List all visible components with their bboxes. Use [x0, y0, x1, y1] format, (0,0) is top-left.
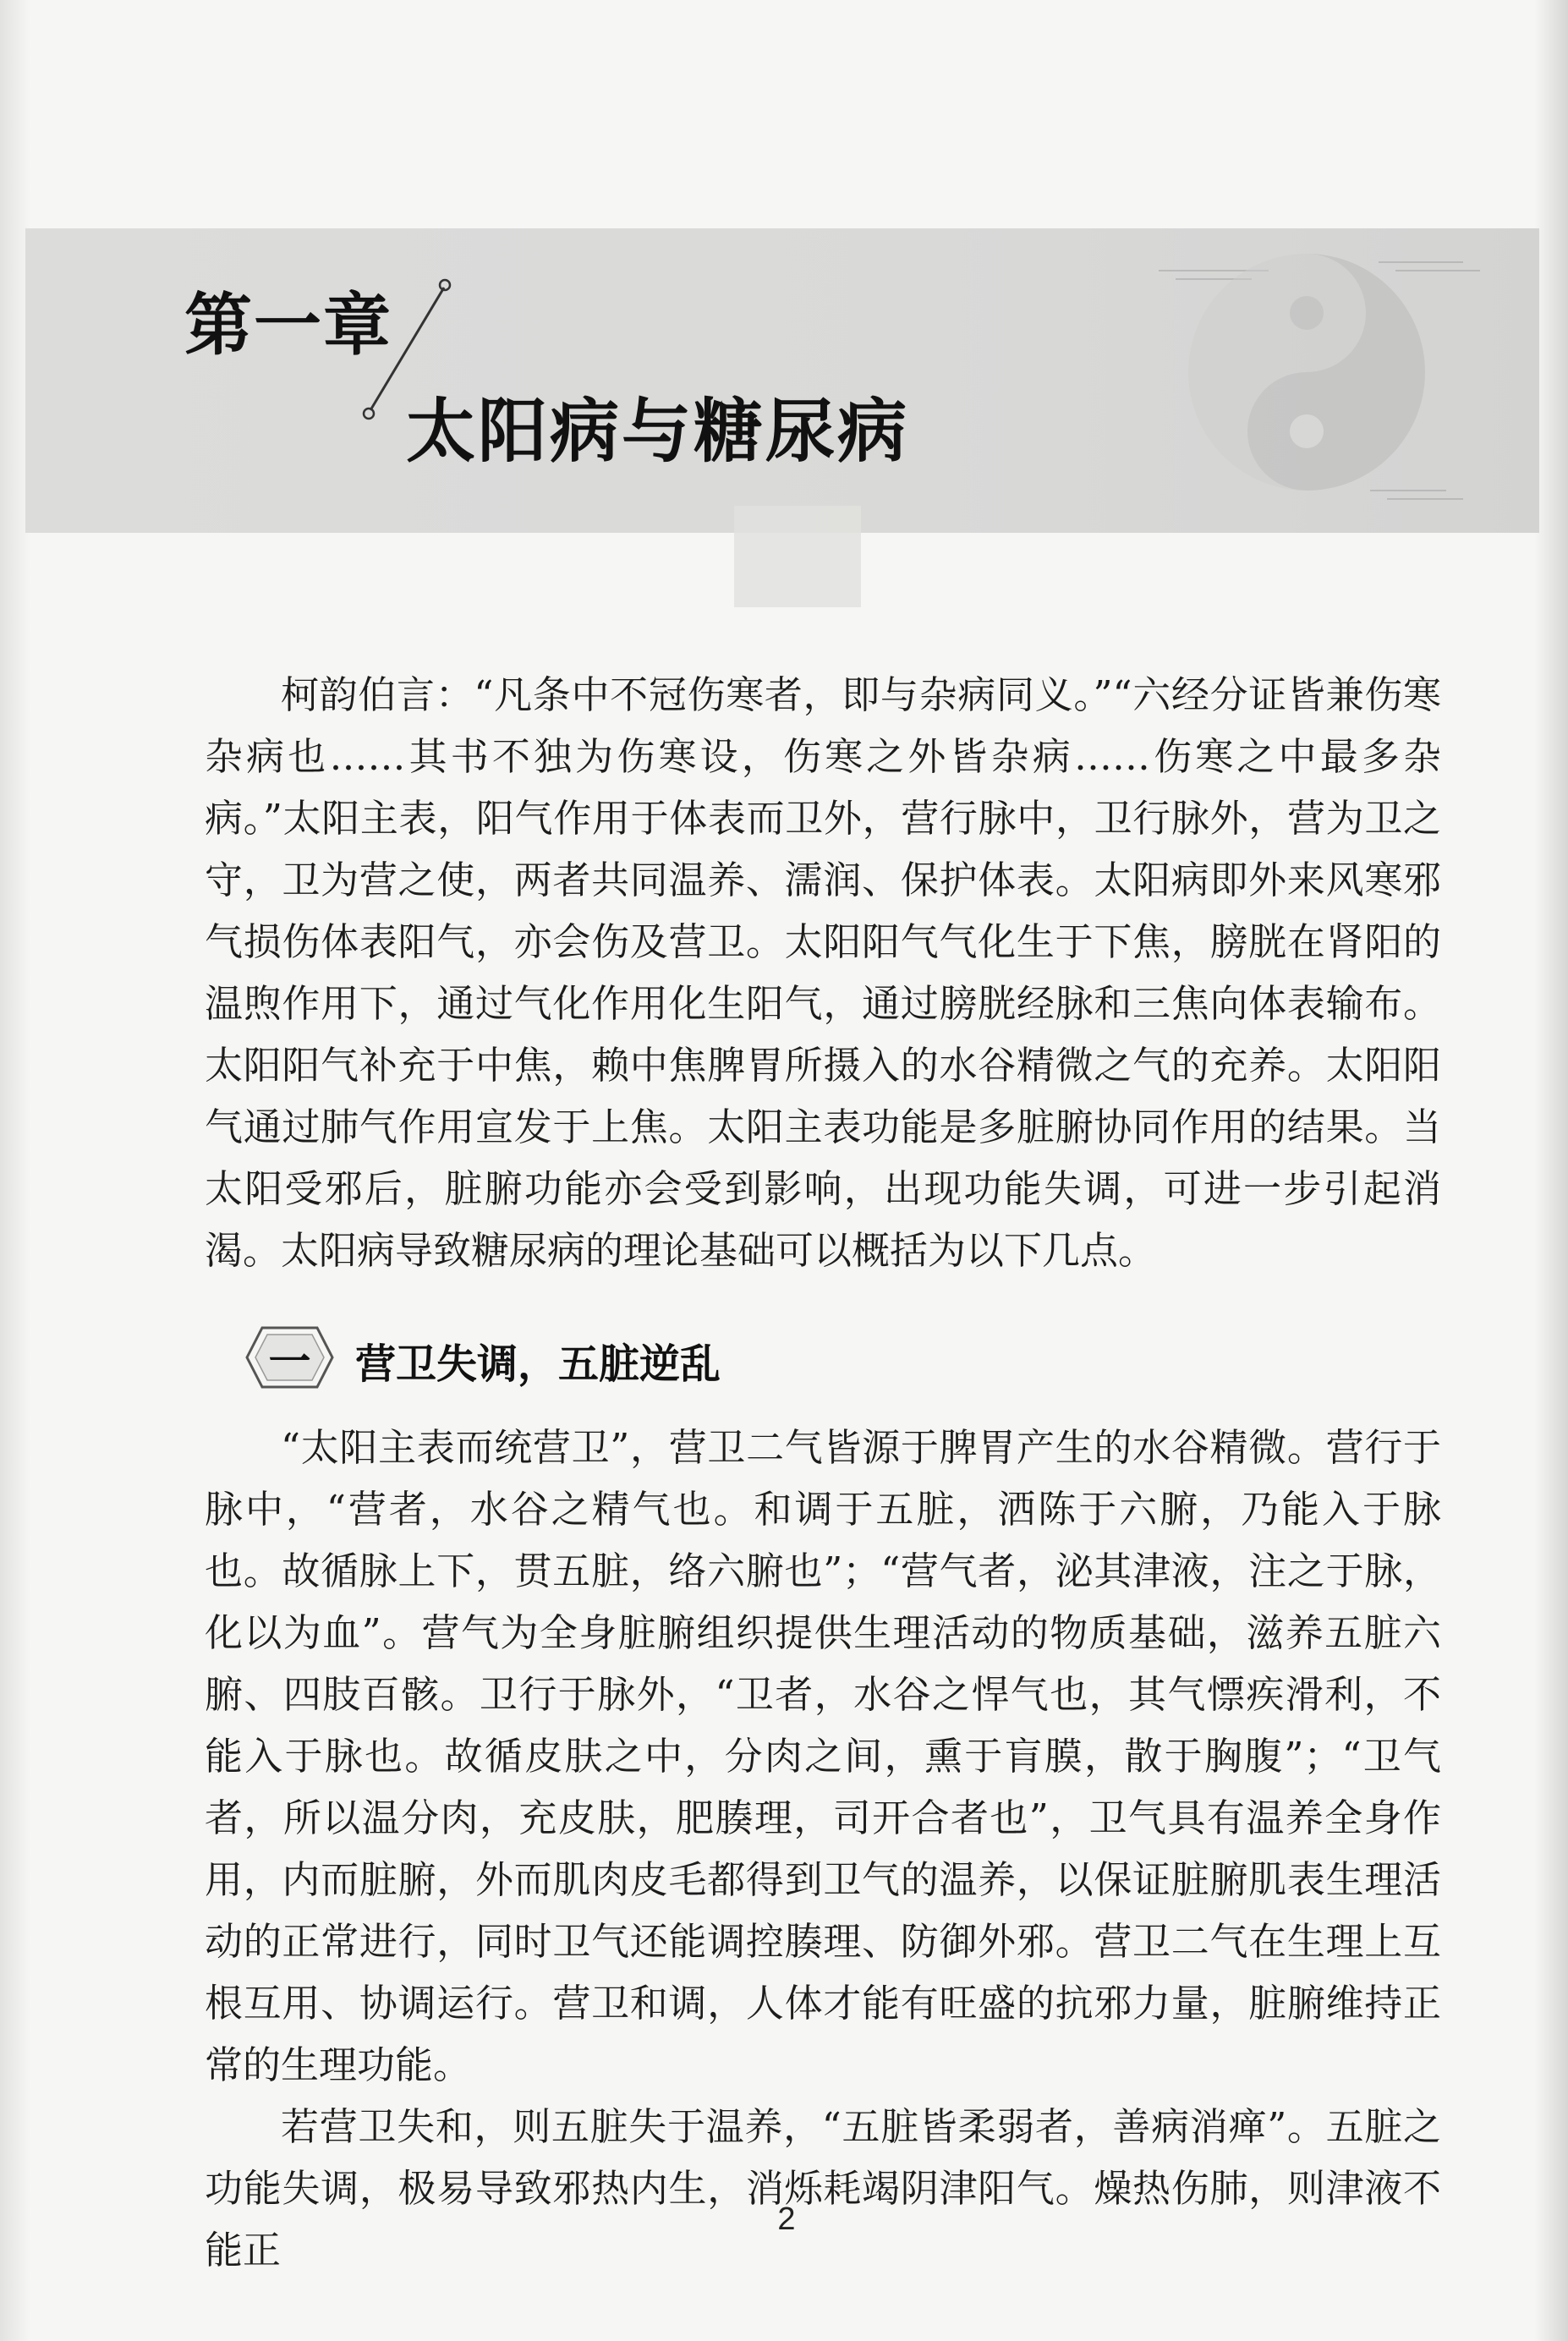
paragraph-text: “太阳主表而统营卫”，营卫二气皆源于脾胃产生的水谷精微。营行于脉中，“营者，水谷之精气也。和调于五脏，洒陈于六腑，乃能入于脉也。故循脉上下，贯五脏，络六腑也”；“营气者，泌其津液，注之于脉，化以为血”。营气为全身脏腑组织提供生理活动的物质基础，滋养五脏六腑、四肢百骸。卫行于脉外，“卫者，水谷之悍气也，其气慓疾滑利，不能入于脉也。故循皮肤之中，分肉之间，熏于肓膜，散于胸腹”；“卫气者，所以温分肉，充皮肤，肥腠理，司开合者也”，卫气具有温养全身作用，内而脏腑，外而肌肉皮毛都得到卫气的温养，以保证脏腑肌表生理活动的正常进行，同时卫气还能调控腠理、防御外邪。营卫二气在生理上互根互用、协调运行。营卫和调，人体才能有旺盛的抗邪力量，脏腑维持正常的生理功能。 [205, 1425, 1441, 2087]
section-title: 营卫失调，五脏逆乱 [355, 1340, 721, 1388]
paragraph-text: 柯韵伯言：“凡条中不冠伤寒者，即与杂病同义。”“六经分证皆兼伤寒杂病也……其书不独为伤寒设，伤寒之外皆杂病……伤寒之中最多杂病。”太阳主表，阳气作用于体表而卫外，营行脉中，卫行脉外，营为卫之守，卫为营之使，两者共同温养、濡润、保护体表。太阳病即外来风寒邪气损伤体表阳气，亦会伤及营卫。太阳阳气气化生于下焦，膀胱在肾阳的温煦作用下，通过气化作用化生阳气，通过膀胱经脉和三焦向体表输布。太阳阳气补充于中焦，赖中焦脾胃所摄入的水谷精微之气的充养。太阳阳气通过肺气作用宣发于上焦。太阳主表功能是多脏腑协同作用的结果。当太阳受邪后，脏腑功能亦会受到影响，出现功能失调，可进一步引起消渴。太阳病导致糖尿病的理论基础可以概括为以下几点。 [205, 672, 1441, 1273]
taiji-symbol-decoration [1125, 211, 1489, 533]
seal-decoration [734, 506, 861, 607]
body-paragraph [205, 664, 1441, 1281]
chapter-title: 太阳病与糖尿病 [406, 392, 910, 472]
section-number-badge [237, 1319, 343, 1395]
paragraph-text: 若营卫失和，则五脏失于温养，“五脏皆柔弱者，善病消瘅”。五脏之功能失调，极易导致邪热内生，消烁耗竭阴津阳气。燥热伤肺，则津液不能正 [205, 2104, 1441, 2272]
page-number: 2 [777, 2201, 796, 2237]
body-paragraph [205, 1417, 1441, 2281]
section-number: 一 [268, 1337, 311, 1386]
chapter-label: 第一章 [184, 285, 392, 365]
page-edge [1534, 0, 1568, 2341]
